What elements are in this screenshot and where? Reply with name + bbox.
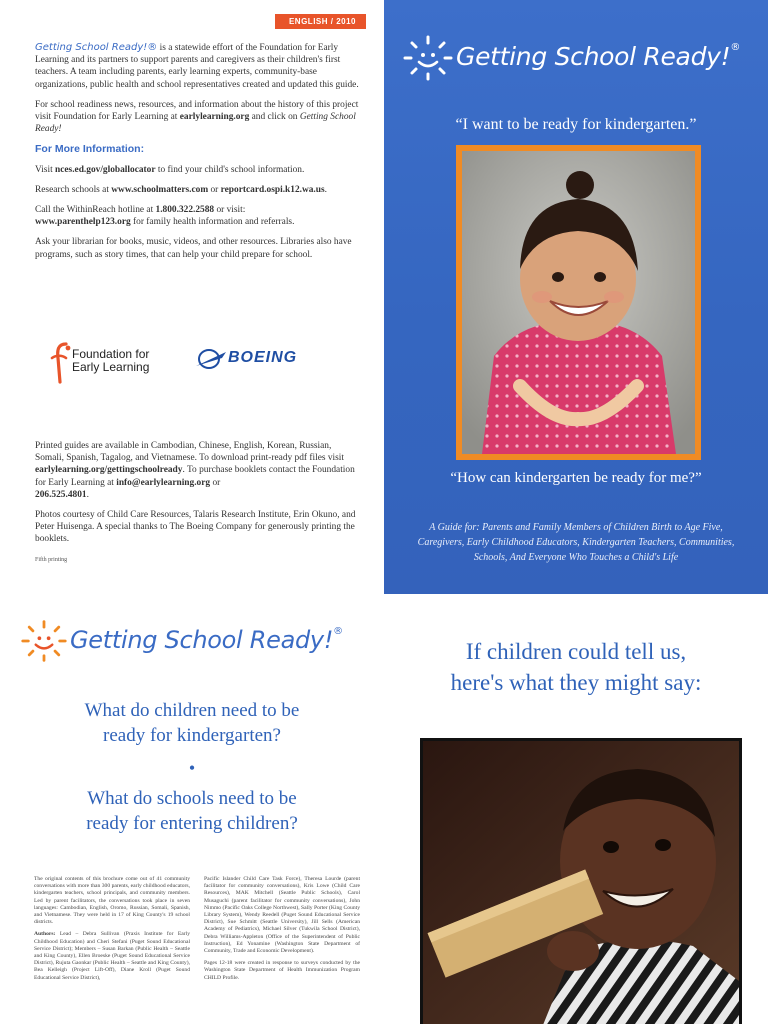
more-info-line: Research schools at www.schoolmatters.com or reportcard.ospi.k12.wa.us. [35,184,327,195]
hotline-phone: 1.800.322.2588 [155,205,215,216]
back-photo-frame [420,738,742,1024]
footer-text-block [35,440,359,566]
intro-paragraph: Getting School Ready!® is a statewide effort of the Foundation for Early Learning and its partners to support parents and caregivers as their children's first teachers. A team including parents, early learning experts, community-base organizations, public health and school representatives created and updated this guide. [35,42,359,90]
cover-photo-frame [456,145,701,460]
questions-wordmark: Getting School Ready!® [70,626,343,654]
more-info-line: Call the WithinReach hotline at 1.800.322.2588 or visit: www.parenthelp123.org for family health information and referrals. [35,205,295,228]
earlylearning-link[interactable]: earlylearning.org [179,112,250,123]
cover-wordmark: Getting School Ready!® [456,42,741,71]
sponsor-logos [48,338,348,388]
sun-face-icon [20,618,68,664]
question-children: What do children need to be ready for kindergarten? [84,700,300,746]
schoolmatters-link[interactable]: www.schoolmatters.com [111,184,209,195]
foundation-mark-icon [48,342,74,384]
fine-print-column-left: The original contents of this brochure come out of 41 community conversations with more than 300 parents, early childhood educators, kindergarten teachers, school principals, and community members. Led by parent facilitators, the conversations took place in seven languages: Cambodian, English, Oromo, Russian, Somali, Spanish, and Vietnamese. They were held in 17 of King County's 19 school districts. Authors: Lead – Debra Sullivan (Praxis Institute for Early Childhood Education) and Cheri Stefani (Puget Sound Educational Service District); Members – Susan Barkan (Public Health – Seattle and King County), Ellen Broeske (Puget Sound Educational Service District), Rujuta Gaonkar (Public Health – Seattle and King County), Bea Kelleigh (Project Lift-Off), Diane Kroll (Puget Sound Educational Service District), [34,876,190,981]
front-cover-panel [384,0,768,594]
fine-print-column-right: Pacific Islander Child Care Task Force), Theresa Lourde (parent facilitator for community conversations), Kris Lowe (Child Care Resources), MAK Mitchell (Seattle Public Schools), Carol Musaguchi (parent facilitator for community conversations), John Nimmo (Pacific Oaks College Northwest), Sally Porter (King County Library System), Wendy Reedell (Puget Sound Educational Service District), Sue Schmitt (Seattle University), Jill Sells (American Academy of Pediatrics), Michael Silver (Tukwila School District), Debra Williams-Appleton (Office of the Superintendent of Public Instruction), Ed Yonamine (Washington State Department of Community, Trade and Economic Development). Pages 12-18 were created in response to surveys conducted by the Washington State Department of Health Immunization Program CHILD Profile. [204,876,360,981]
back-page-panel [384,594,768,1024]
question-schools: What do schools need to be ready for entering children? [86,788,298,834]
boeing-wordmark: BOEING [228,349,298,366]
cover-quote-bottom: “How can kindergarten be ready for me?” [450,470,702,486]
contact-phone: 206.525.4801 [35,489,87,500]
boeing-symbol-icon [194,346,228,372]
questions-panel [0,594,384,1024]
more-info-line: Ask your librarian for books, music, videos, and other resources. Libraries also have programs, such as story times, that can help your child prepare for school. [35,237,352,260]
foundation-logo-text: Foundation for Early Learning [72,347,150,374]
intro-text-block [35,42,359,269]
download-link[interactable]: earlylearning.org/gettingschoolready [35,465,183,476]
question-separator: • [188,758,196,778]
reportcard-link[interactable]: reportcard.ospi.k12.wa.us [220,184,325,195]
questions-logo [20,618,360,668]
parenthelp-link[interactable]: www.parenthelp123.org [35,217,131,228]
back-page-heading: If children could tell us, here's what they might say: [450,639,702,695]
cover-tagline: A Guide for: Parents and Family Members of Children Birth to Age Five, Caregivers, Early Childhood Educators, Kindergarten Teachers, Communities, Schools, And Everyone Who Touches a Child's Life [417,522,735,563]
foundation-logo [48,338,168,386]
email-link[interactable]: info@earlylearning.org [116,477,211,488]
cover-logo [402,34,754,84]
sun-face-icon [402,34,454,82]
history-paragraph: For school readiness news, resources, and information about the history of this project visit Foundation for Early Learning at earlylearning.org and click on Getting School Ready! [35,99,359,135]
fine-print-columns [34,876,360,987]
language-badge: ENGLISH / 2010 [275,14,366,29]
cover-photo-girl [462,151,695,454]
cover-quote-top: “I want to be ready for kindergarten.” [455,116,697,133]
more-info-heading: For More Information: [35,143,145,156]
photo-credits-paragraph: Photos courtesy of Child Care Resources, Talaris Research Institute, Erin Okuno, and Peter Huisenga. A special thanks to The Boeing Company for generously printing the booklets. [35,510,356,545]
brand-inline: Getting School Ready!® [35,42,158,53]
printing-note: Fifth printing [35,556,68,563]
printed-guides-paragraph: Printed guides are available in Cambodian, Chinese, English, Korean, Russian, Somali, Spanish, Tagalog, and Vietnamese. To download print-ready pdf files visit earlylearning.org/gettingschoolready. To purchase booklets contact the Foundation for Early Learning at info@earlylearning.org or 206.525.4801. [35,441,355,500]
back-photo-boy [423,741,739,1024]
nces-link[interactable]: nces.ed.gov/globallocator [55,164,156,175]
more-info-line: Visit nces.ed.gov/globallocator to find your child's school information. [35,164,305,175]
boeing-logo [194,346,324,372]
inside-cover-panel [0,0,384,594]
